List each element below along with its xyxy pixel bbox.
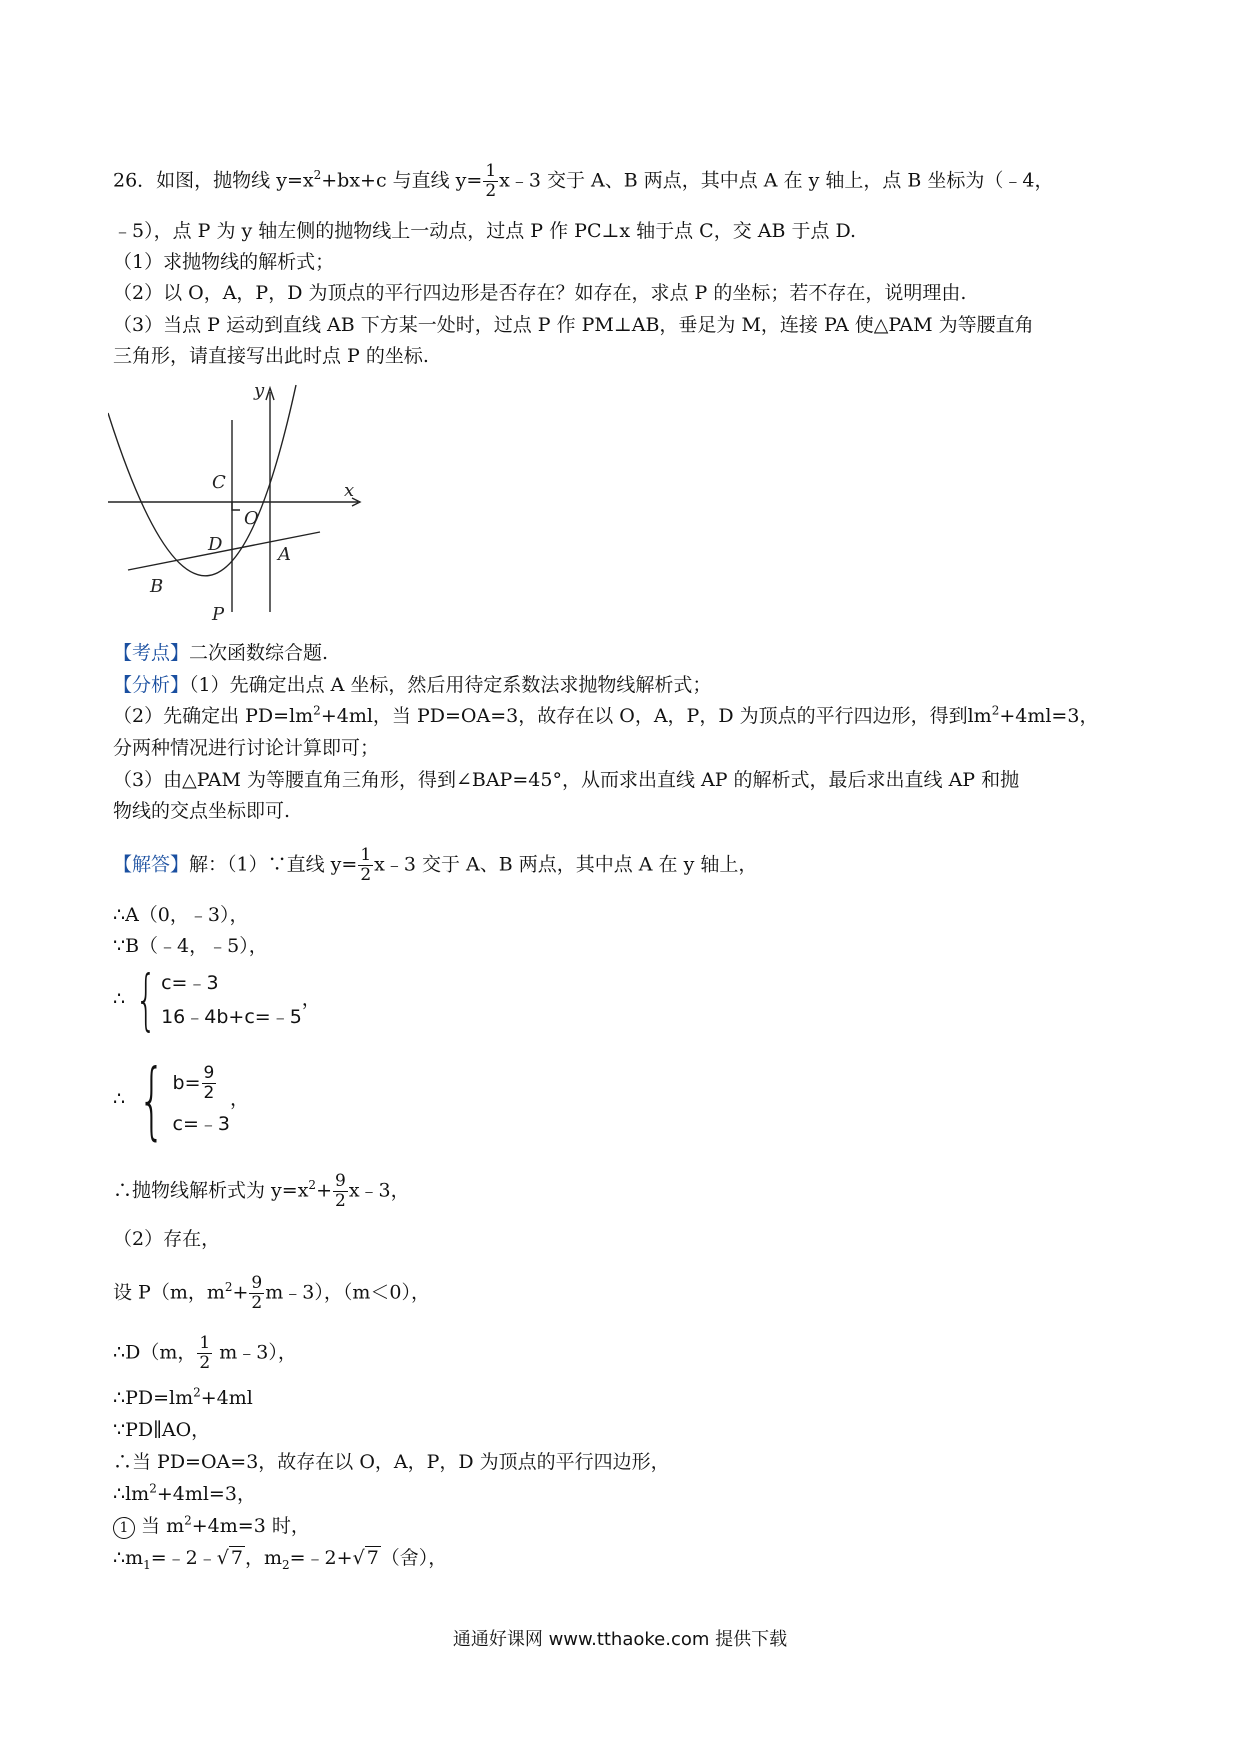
problem-line-1: 26．如图，抛物线 $y=x^2+bx+c$ 与直线 y= $\frac{1}{2}$ x﹣3 交于 A、B 两点，其中点 A 在 y 轴上，点 B 坐标为（﹣4， [113,161,1054,201]
label-c: C [212,472,226,493]
parabola-figure [108,380,368,625]
page-footer: 通通好课网 www.tthaoke.com 提供下载 [452,1629,788,1650]
equation-system-2: ∴ { b= $\frac{9}{2}$ c=﹣3 ， [113,1051,250,1149]
label-d: D [208,534,223,555]
fenxi-line-4: （3）由△PAM 为等腰直角三角形，得到∠BAP=45°，从而求出直线 AP 的解析式，最后求出直线 AP 和抛 [113,769,1020,791]
label-o: O [244,508,259,529]
fenxi-line-3: 分两种情况进行讨论计算即可； [113,737,380,759]
solution-case-1: 1 当 $m^2+4m=3$ 时， [113,1513,310,1539]
label-x: x [344,480,355,501]
question-3-line-1: （3）当点 P 运动到直线 AB 下方某一处时，过点 P 作 PM⊥AB，垂足为 M，连接 PA 使△PAM 为等腰直角 [113,314,1034,336]
solution-abs-eq: $\therefore lm^2+4ml=3$， [113,1481,256,1505]
question-2: （2）以 O，A，P，D 为顶点的平行四边形是否存在？如存在，求点 P 的坐标；若不存在，说明理由. [113,282,967,304]
solution-line-1: 【解答】解：（1）∵直线 y= $\frac{1}{2}$ x﹣3 交于 A、B 两点，其中点 A 在 y 轴上， [113,845,758,885]
solution-roots: $\therefore m_1=﹣2﹣√$ 7 ，$m_2=﹣2+√$ 7 （舍）， [113,1547,448,1572]
equation-system-1: ∴ { c=﹣3 16﹣4b+c=﹣5 ， [113,961,321,1038]
solution-parallelogram: ∴当 PD=OA=3，故存在以 O，A，P，D 为顶点的平行四边形， [113,1451,670,1473]
fenxi-line-1: 【分析】（1）先确定出点 A 坐标，然后用待定系数法求抛物线解析式； [113,674,712,696]
right-angle-mark [232,502,240,510]
label-p: P [212,604,225,625]
problem-line-2: ﹣5），点 P 为 y 轴左侧的抛物线上一动点，过点 P 作 PC⊥x 轴于点 C，交 AB 于点 D. [113,220,857,242]
solution-part-2: （2）存在， [113,1228,221,1250]
solution-parabola: ∴抛物线解析式为 $y=x^2+$ $\frac{9}{2}$ x﹣3， [113,1171,410,1211]
question-3-line-2: 三角形，请直接写出此时点 P 的坐标. [113,345,429,367]
kaodian: 【考点】二次函数综合题. [113,642,329,664]
solution-set-p: 设 P（m，$m^2+$ $\frac{9}{2}$ m﹣3），（m＜0）， [113,1273,430,1313]
label-y: y [254,380,265,401]
solution-b-coord: ∵B（﹣4，﹣5）， [113,935,268,957]
solution-a-coord: ∴A（0，﹣3）， [113,904,249,926]
solution-d-coord: ∴D（m， $\frac{1}{2}$ m﹣3）， [113,1333,297,1373]
parabola-curve [108,385,296,576]
label-b: B [150,576,164,597]
solution-pd: $\therefore PD=lm^2+4ml$ [113,1385,253,1409]
solution-parallel: ∵PD∥AO， [113,1419,211,1441]
label-a: A [278,544,291,565]
question-1: （1）求抛物线的解析式； [113,251,335,273]
line-ab [128,532,320,570]
fenxi-line-5: 物线的交点坐标即可. [113,800,291,822]
fenxi-line-2: （2）先确定出 $PD=lm^2+4ml$，当 PD=OA=3，故存在以 O，A，P，D 为顶点的平行四边形，得到$lm^2+4ml=3$， [113,703,1099,727]
